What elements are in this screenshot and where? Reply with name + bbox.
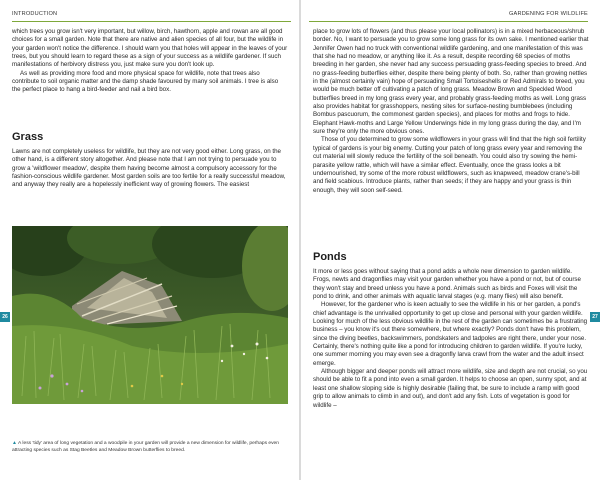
- photo-caption: [12, 440, 288, 454]
- grass-heading: Grass: [12, 131, 44, 143]
- paragraph: However, for the gardener who is keen actually to see the wildlife in his or her garden, a pond's chief advantage is the unrivalled opportunity to get up close and personal with your garden wildlife. Looking for much of the less obvious wildlife in the rest of the garden can sometimes be a frustrating business – you know it's out there somewhere, but where exactly? Ponds don't have this problem, since the diving beetles, backswimmers, pondskaters and tadpoles are right there, under your nose. Certainly, there's nothing quite like a pond for introducing children to garden wildlife. If you're lucky, one summer morning you may even see a dragonfly larva crawl from the water and the adult insect emerge.: [313, 301, 588, 367]
- right-page-number: 27: [590, 312, 600, 322]
- grass-text: [12, 148, 288, 190]
- right-page: [301, 0, 600, 480]
- paragraph: place to grow lots of flowers (and thus please your local pollinators) is in a mixed herbaceous/shrub border. No, I want to persuade you to grow some long grass for its own sake. I mentioned earlier that Jennifer Owen had no truck with conventional wildlife gardening, and one manifestation of this was that she had no meadow, or anything like it. As a result, despite recording 68 species of moths breeding in her garden, she never had any success persuading grass-feeding species to breed. And no grass-feeding butterflies either, despite there being plenty of both. So, rather than growing nettles in the (almost certainly vain) hope of persuading Small Tortoiseshells or Red Admirals to breed, you would be much better off cultivating a patch of long grass. Meadow Brown and Speckled Wood butterflies breed in my long grass every year, and probably grass-feeding moths as well. Long grass also provides habitat for grasshoppers, nesting sites for surface-nesting bumblebees (including Bombus pascuorum, the commonest garden species), and places for moths and frogs to hide. Elephant Hawk-moths and Large Yellow Underwings hide in my long grass during the day, and I'm sure they're only the more obvious ones.: [313, 28, 589, 136]
- paragraph: Those of you determined to grow some wildflowers in your grass will find that the high soil fertility typical of gardens is your big enemy. Cutting your patch of long grass every year and removing the cut material will slowly reduce the fertility of the soil beneath. You could also try sowing the hemi-parasite yellow rattle, which will have a similar effect. Eventually, once the grass looks a bit undernourished, try some of the more robust wildflowers, such as knapweed, meadow crane's-bill and field scabious. Introduce plants, rather than seeds; if they are happy and your grass is thin enough, they will soon self-seed.: [313, 136, 586, 194]
- paragraph: As well as providing more food and more physical space for wildlife, note that trees also contribute to soil organic matter and the damp shade favoured by many soil animals. I tree is also the perfect place to hang a bird-feeder and nail a bird box.: [12, 69, 279, 94]
- left-page-number: 26: [0, 312, 10, 322]
- left-page: [0, 0, 299, 480]
- left-running-head: INTRODUCTION: [12, 11, 58, 17]
- left-header-rule: [12, 21, 291, 22]
- paragraph: Lawns are not completely useless for wildlife, but they are not very good either. Long grass, on the other hand, is a different story altogether. And please note that I am not trying to persuade you to grow a 'wildflower meadow', despite them having become almost a compulsory accessory for the fashion-conscious wildlife gardener. Most garden soils are too fertile for a really successful meadow, and anyway they really are a hopelessly inefficient way of growing flowers. The easiest: [12, 148, 286, 189]
- long-grass-photo: [12, 226, 288, 404]
- right-header-rule: [309, 21, 588, 22]
- right-running-head: GARDENING FOR WILDLIFE: [509, 11, 588, 17]
- caption-text: A less 'tidy' area of long vegetation and a woodpile in your garden will provide a new dimension for wildlife, perhaps even attracting species such as Stag Beetles and Meadow Brown butterflies to breed.: [12, 441, 280, 453]
- ponds-text: [313, 268, 589, 410]
- paragraph: It more or less goes without saying that a pond adds a whole new dimension to garden wildlife. Frogs, newts and dragonflies may visit your garden whether you have a pond or not, but of course they won't stay and breed unless you have a pond. Animals such as birds and Foxes will visit the pond to drink, and other animals with aquatic larval stages (e.g. many flies) will also benefit.: [313, 268, 581, 301]
- left-intro-text: [12, 28, 288, 95]
- grass-continued-text: [313, 28, 589, 195]
- paragraph: Although bigger and deeper ponds will attract more wildlife, size and depth are not crucial, so you should be able to fit a pond into even a small garden. It helps to choose an open, sunny spot, and at least one shallow sloping side is highly desirable (failing that, be sure to include a ramp with good grip to allow animals to climb in and out), and don't add any fish. Lots of vegetation is good for wildlife –: [313, 368, 588, 409]
- caption-marker: ▲: [12, 440, 17, 446]
- paragraph: which trees you grow isn't very important, but willow, birch, hawthorn, apple and rowan are all good choices for a small garden. Note that there are native and alien species of all four, but the wildlife in your garden won't notice the difference. I should warn you that holes will appear in the leaves of your trees, but you should learn to regard these as a sign of your success as a wildlife gardener. If such manifestations of herbivory distress you, just make sure you don't look up.: [12, 28, 288, 69]
- ponds-heading: Ponds: [313, 251, 347, 263]
